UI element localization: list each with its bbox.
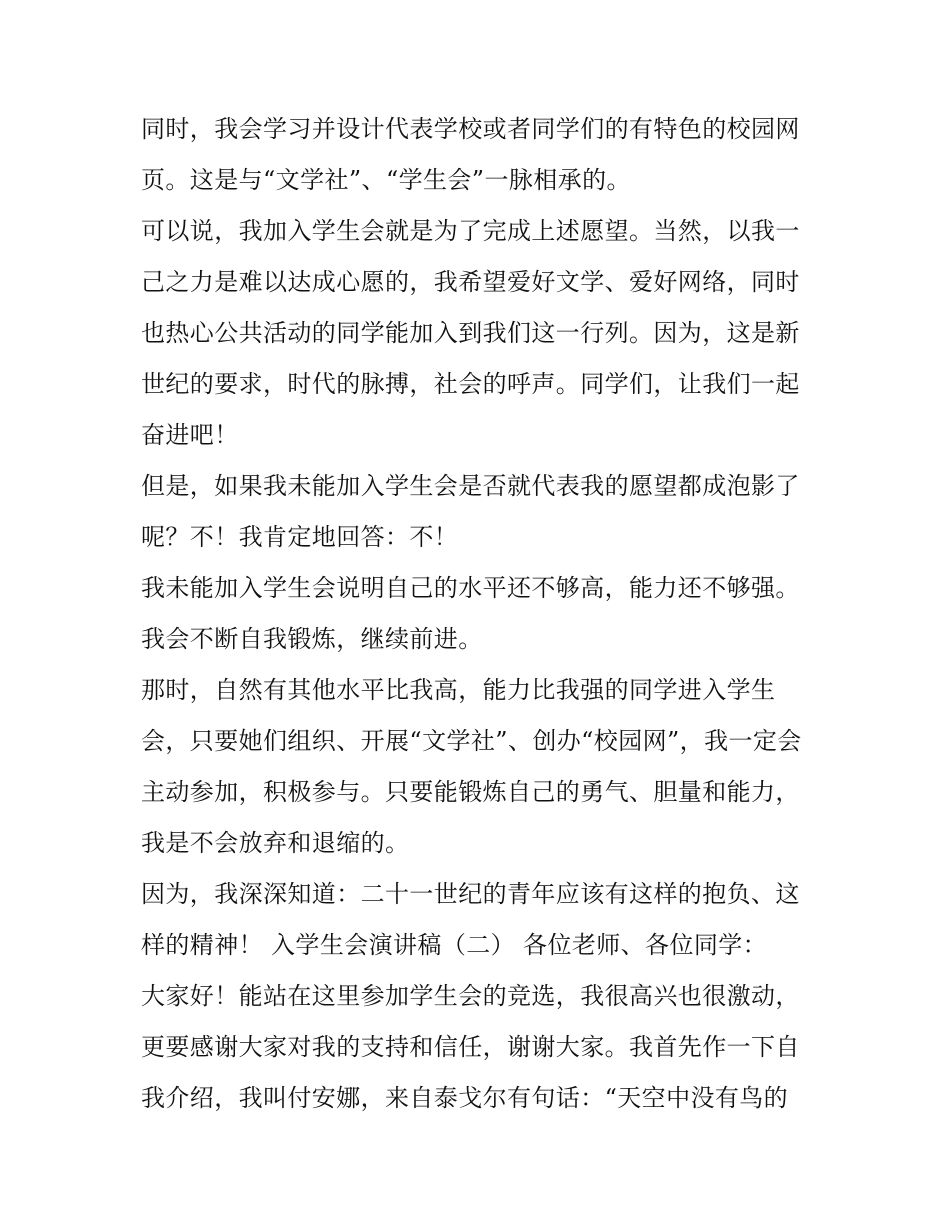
- text-line-16: 因为，我深深知道：二十一世纪的青年应该有这样的抱负、这: [141, 880, 800, 908]
- text-line-7: 奋进吧！: [141, 421, 239, 449]
- text-line-17: 样的精神！ 入学生会演讲稿（二） 各位老师、各位同学：: [141, 931, 768, 959]
- text-line-14: 主动参加，积极参与。只要能锻炼自己的勇气、胆量和能力，: [141, 778, 800, 806]
- text-line-4: 己之力是难以达成心愿的，我希望爱好文学、爱好网络，同时: [141, 268, 800, 296]
- document-body: [141, 104, 821, 1124]
- text-line-11: 我会不断自我锻炼，继续前进。: [141, 625, 483, 653]
- text-line-10: 我未能加入学生会说明自己的水平还不够高，能力还不够强。: [141, 574, 800, 602]
- text-line-19: 更要感谢大家对我的支持和信任，谢谢大家。我首先作一下自: [141, 1033, 800, 1061]
- text-line-18: 大家好！能站在这里参加学生会的竞选，我很高兴也很激动，: [141, 982, 800, 1010]
- text-line-2: 页。这是与“文学社”、“学生会”一脉相承的。: [141, 166, 631, 194]
- text-line-9: 呢？不！我肯定地回答：不！: [141, 523, 459, 551]
- text-line-12: 那时，自然有其他水平比我高，能力比我强的同学进入学生: [141, 676, 776, 704]
- text-line-13: 会，只要她们组织、开展“文学社”、创办“校园网”，我一定会: [141, 727, 802, 755]
- text-line-1: 同时，我会学习并设计代表学校或者同学们的有特色的校园网: [141, 115, 800, 143]
- text-line-8: 但是，如果我未能加入学生会是否就代表我的愿望都成泡影了: [141, 472, 800, 500]
- text-line-15: 我是不会放弃和退缩的。: [141, 829, 410, 857]
- text-line-3: 可以说，我加入学生会就是为了完成上述愿望。当然，以我一: [141, 217, 800, 245]
- text-line-6: 世纪的要求，时代的脉搏，社会的呼声。同学们，让我们一起: [141, 370, 800, 398]
- text-line-20: 我介绍，我叫付安娜，来自泰戈尔有句话：“天空中没有鸟的: [141, 1084, 789, 1112]
- text-line-5: 也热心公共活动的同学能加入到我们这一行列。因为，这是新: [141, 319, 800, 347]
